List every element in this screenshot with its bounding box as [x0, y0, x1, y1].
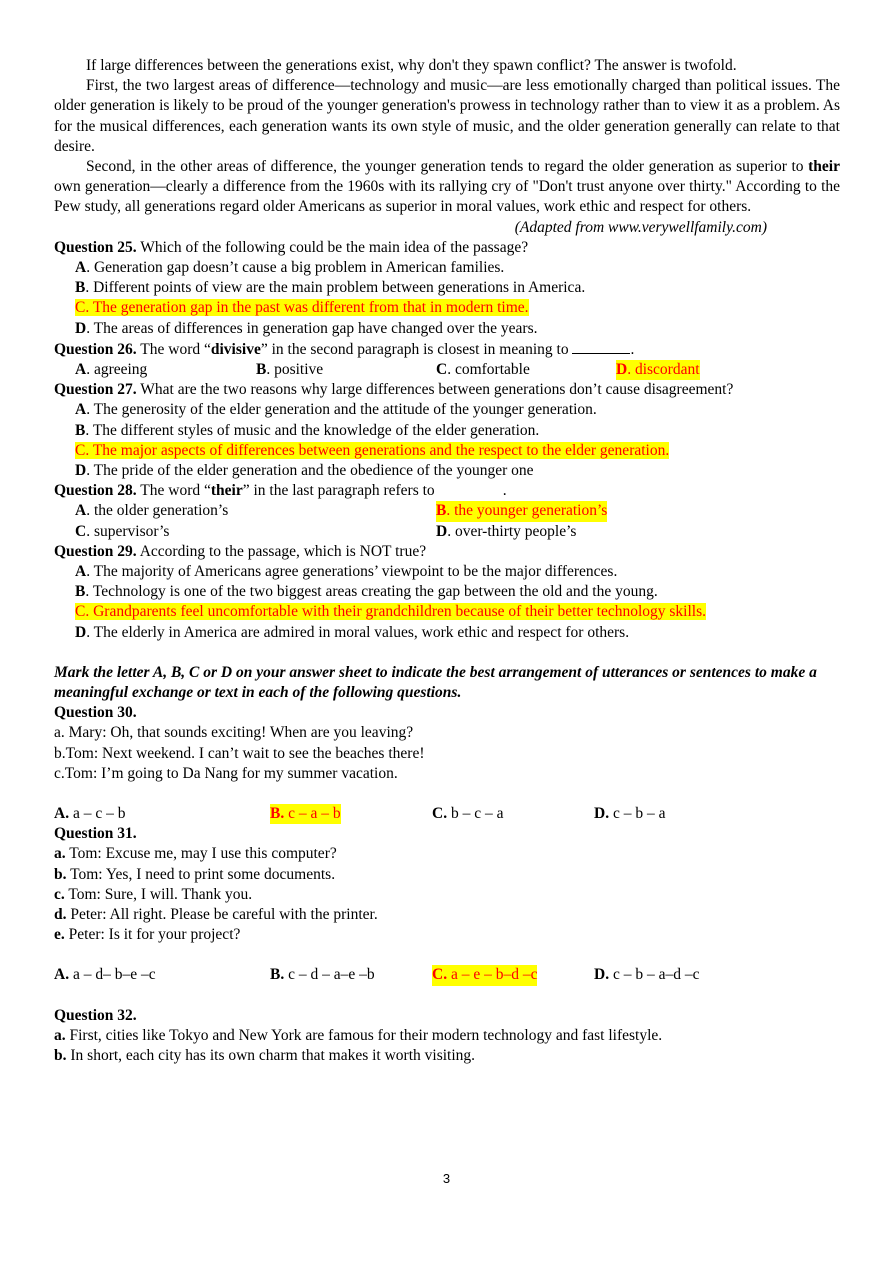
- q32-sentence-a: [54, 1026, 840, 1046]
- q31-utterance-d: [54, 905, 840, 925]
- option-text: . discordant: [627, 361, 700, 379]
- utterance-text: Tom: Excuse me, may I use this computer?: [65, 845, 337, 863]
- option-text: a – c – b: [69, 805, 126, 823]
- q27-option-b[interactable]: [75, 421, 840, 441]
- q25-option-b[interactable]: [75, 278, 840, 298]
- option-text: . agreeing: [86, 361, 148, 379]
- option-letter: D: [75, 623, 87, 641]
- option-text: c – b – a: [609, 805, 666, 823]
- question-30-label: Question 30.: [54, 704, 137, 722]
- option-text: . The elderly in America are admired in moral values, work ethic and respect for others.: [86, 623, 630, 641]
- question-29-label: Question 29.: [54, 542, 137, 560]
- utterance-letter: a.: [54, 845, 66, 863]
- q28-word: their: [210, 482, 243, 500]
- option-text: . the younger generation’s: [446, 502, 608, 520]
- page-content: [54, 56, 840, 1066]
- q32-sentence-b: [54, 1046, 840, 1066]
- option-letter: B: [436, 502, 447, 520]
- question-29: [54, 542, 840, 562]
- option-letter: A: [75, 563, 87, 581]
- q26-options-row: [75, 360, 840, 380]
- option-letter: D: [616, 361, 628, 379]
- option-letter: C: [75, 441, 86, 459]
- q28-option-c[interactable]: [75, 522, 169, 542]
- option-letter: A: [75, 401, 87, 419]
- q27-option-a[interactable]: [75, 400, 840, 420]
- q29-option-d[interactable]: [75, 623, 840, 643]
- question-25-label: Question 25.: [54, 238, 137, 256]
- option-letter: B: [75, 421, 86, 439]
- question-25-text: Which of the following could be the main idea of the passage?: [136, 238, 529, 256]
- option-text: b – c – a: [447, 805, 504, 823]
- option-text: . Generation gap doesn’t cause a big problem in American families.: [86, 259, 505, 277]
- sentence-text: In short, each city has its own charm that makes it worth visiting.: [66, 1047, 476, 1065]
- q31-option-c[interactable]: [432, 965, 537, 985]
- q30-options-row: [54, 804, 840, 824]
- q26-text-after: ” in the second paragraph is closest in meaning to: [260, 340, 573, 358]
- option-text: c – b – a–d –c: [609, 966, 700, 984]
- option-text: a – e – b–d –c: [447, 966, 538, 984]
- option-letter: D: [75, 462, 87, 480]
- p3-before: Second, in the other areas of difference, the younger generation tends to regard the older generation as superior to: [86, 158, 809, 176]
- q31-utterance-e: [54, 925, 840, 945]
- q28-text-before: The word “: [136, 482, 211, 500]
- passage-paragraph-2: First, the two largest areas of difference—technology and music—are less emotionally charged than political issues. The older generation is likely to be proud of the younger generation's prowess in technology rather than to view it as a problem. As for the musical differences, each generation wants its own style of music, and the older generation generally can relate to that desire.: [54, 77, 840, 155]
- spacer: [54, 945, 840, 965]
- question-27: [54, 380, 840, 400]
- spacer: [54, 784, 840, 804]
- option-text: a – d– b–e –c: [69, 966, 156, 984]
- q28-text-end: .: [502, 482, 507, 500]
- option-letter: C: [75, 603, 86, 621]
- option-text: . over-thirty people’s: [447, 522, 577, 540]
- question-30: [54, 703, 840, 723]
- q26-option-d[interactable]: [616, 360, 700, 380]
- q30-utterance-b: b.Tom: Next weekend. I can’t wait to see the beaches there!: [54, 744, 425, 762]
- option-letter: D: [75, 319, 87, 337]
- question-31-label: Question 31.: [54, 825, 137, 843]
- option-text: . Different points of view are the main problem between generations in America.: [85, 279, 586, 297]
- q26-option-b[interactable]: [256, 360, 323, 380]
- option-letter: A.: [54, 805, 70, 823]
- utterance-letter: c.: [54, 885, 65, 903]
- q28-text-after: ” in the last paragraph refers to: [242, 482, 435, 500]
- q30-option-a[interactable]: [54, 804, 125, 824]
- option-text: . Technology is one of the two biggest areas creating the gap between the old and the young.: [85, 583, 658, 601]
- q31-option-a[interactable]: [54, 965, 156, 985]
- option-letter: D.: [594, 966, 610, 984]
- question-27-text: What are the two reasons why large differences between generations don’t cause disagreement?: [136, 381, 734, 399]
- spacer: [54, 643, 840, 663]
- utterance-letter: e.: [54, 926, 65, 944]
- option-text: . The areas of differences in generation gap have changed over the years.: [86, 319, 538, 337]
- option-letter: C: [75, 522, 87, 540]
- option-letter: B.: [270, 805, 285, 823]
- q30-utterance-a: a. Mary: Oh, that sounds exciting! When are you leaving?: [54, 724, 414, 742]
- option-letter: D.: [594, 805, 610, 823]
- section-instruction: Mark the letter A, B, C or D on your answer sheet to indicate the best arrangement of utterances or sentences to make a meaningful exchange or text in each of the following questions.: [54, 663, 817, 702]
- answer-highlight: [75, 603, 706, 620]
- q26-word: divisive: [210, 340, 261, 358]
- q29-option-b[interactable]: [75, 582, 840, 602]
- option-text: . The generation gap in the past was different from that in modern time.: [85, 299, 529, 317]
- q27-option-c[interactable]: [75, 441, 840, 461]
- option-letter: C: [75, 299, 86, 317]
- question-32: [54, 1006, 840, 1026]
- p3-after: own generation—clearly a difference from the 1960s with its rallying cry of "Don't trust anyone over thirty." According to the Pew study, all generations regard older Americans as superior in moral values, work ethic and respect for others.: [54, 178, 840, 216]
- question-28-label: Question 28.: [54, 482, 137, 500]
- p3-bold-word: their: [808, 158, 840, 176]
- option-letter: B: [256, 361, 267, 379]
- option-text: . The majority of Americans agree generations’ viewpoint to be the major differences.: [86, 563, 618, 581]
- option-letter: A: [75, 361, 87, 379]
- q28-option-b[interactable]: [436, 501, 607, 521]
- option-text: . the older generation’s: [86, 502, 229, 520]
- passage-paragraph-1: If large differences between the generations exist, why don't they spawn conflict? The answer is twofold.: [86, 57, 737, 74]
- option-text: . supervisor’s: [86, 522, 170, 540]
- q29-option-a[interactable]: [75, 562, 840, 582]
- utterance-letter: b.: [54, 865, 67, 883]
- option-letter: C: [436, 361, 448, 379]
- utterance-text: Tom: Yes, I need to print some documents.: [66, 865, 336, 883]
- spacer: [54, 986, 840, 1006]
- option-text: . The pride of the elder generation and the obedience of the younger one: [86, 462, 534, 480]
- sentence-text: First, cities like Tokyo and New York are famous for their modern technology and fast lifestyle.: [65, 1026, 663, 1044]
- utterance-letter: d.: [54, 906, 67, 924]
- option-text: . Grandparents feel uncomfortable with their grandchildren because of their better technology skills.: [85, 603, 706, 621]
- question-26-label: Question 26.: [54, 340, 137, 358]
- question-27-label: Question 27.: [54, 381, 137, 399]
- q28-options-row-1: [75, 501, 840, 521]
- q26-text-before: The word “: [136, 340, 211, 358]
- question-25: [54, 238, 840, 258]
- option-text: c – a – b: [284, 805, 341, 823]
- option-letter: D: [436, 522, 448, 540]
- option-letter: C.: [432, 966, 448, 984]
- q25-option-d[interactable]: [75, 319, 840, 339]
- q26-text-end: .: [630, 340, 635, 358]
- question-28: [54, 481, 840, 501]
- option-letter: A.: [54, 966, 70, 984]
- utterance-text: Tom: Sure, I will. Thank you.: [64, 885, 253, 903]
- q31-option-b[interactable]: [270, 965, 375, 985]
- option-letter: B: [75, 583, 86, 601]
- q31-utterance-a: [54, 844, 840, 864]
- option-letter: A: [75, 502, 87, 520]
- q31-utterance-c: [54, 885, 840, 905]
- q28-option-a[interactable]: [75, 501, 228, 521]
- answer-highlight: [75, 299, 529, 316]
- q26-option-c[interactable]: [436, 360, 530, 380]
- answer-highlight: [75, 442, 669, 459]
- option-letter: C.: [432, 805, 448, 823]
- passage-source: (Adapted from www.verywellfamily.com): [514, 218, 767, 236]
- q31-options-row: [54, 965, 840, 985]
- q30-option-c[interactable]: [432, 804, 503, 824]
- q30-utterance-c: c.Tom: I’m going to Da Nang for my summer vacation.: [54, 764, 398, 782]
- page-number: 3: [442, 1171, 451, 1186]
- sentence-letter: a.: [54, 1026, 66, 1044]
- passage-paragraph-3: [54, 157, 840, 218]
- option-text: c – d – a–e –b: [284, 966, 375, 984]
- q30-option-d[interactable]: [594, 804, 665, 824]
- option-text: . The generosity of the elder generation and the attitude of the younger generation.: [86, 401, 597, 419]
- question-26: [54, 339, 840, 360]
- q31-option-d[interactable]: [594, 965, 699, 985]
- option-text: . The major aspects of differences between generations and the respect to the elder generation.: [85, 441, 670, 459]
- q30-option-b[interactable]: [270, 804, 341, 824]
- option-text: . positive: [266, 361, 324, 379]
- q25-option-a[interactable]: [75, 258, 840, 278]
- q28-options-row-2: [75, 522, 840, 542]
- option-letter: B.: [270, 966, 285, 984]
- option-text: . The different styles of music and the knowledge of the elder generation.: [85, 421, 540, 439]
- q27-option-d[interactable]: [75, 461, 840, 481]
- q29-option-c[interactable]: [75, 602, 840, 622]
- q31-utterance-b: [54, 865, 840, 885]
- q25-option-c[interactable]: [75, 298, 840, 318]
- answer-blank: [572, 339, 630, 354]
- sentence-letter: b.: [54, 1047, 67, 1065]
- q28-option-d[interactable]: [436, 522, 576, 542]
- question-32-label: Question 32.: [54, 1006, 137, 1024]
- option-letter: A: [75, 259, 87, 277]
- option-letter: B: [75, 279, 86, 297]
- option-text: . comfortable: [447, 361, 530, 379]
- question-29-text: According to the passage, which is NOT true?: [136, 542, 427, 560]
- question-31: [54, 824, 840, 844]
- q26-option-a[interactable]: [75, 360, 147, 380]
- utterance-text: Peter: Is it for your project?: [64, 926, 241, 944]
- utterance-text: Peter: All right. Please be careful with the printer.: [66, 906, 378, 924]
